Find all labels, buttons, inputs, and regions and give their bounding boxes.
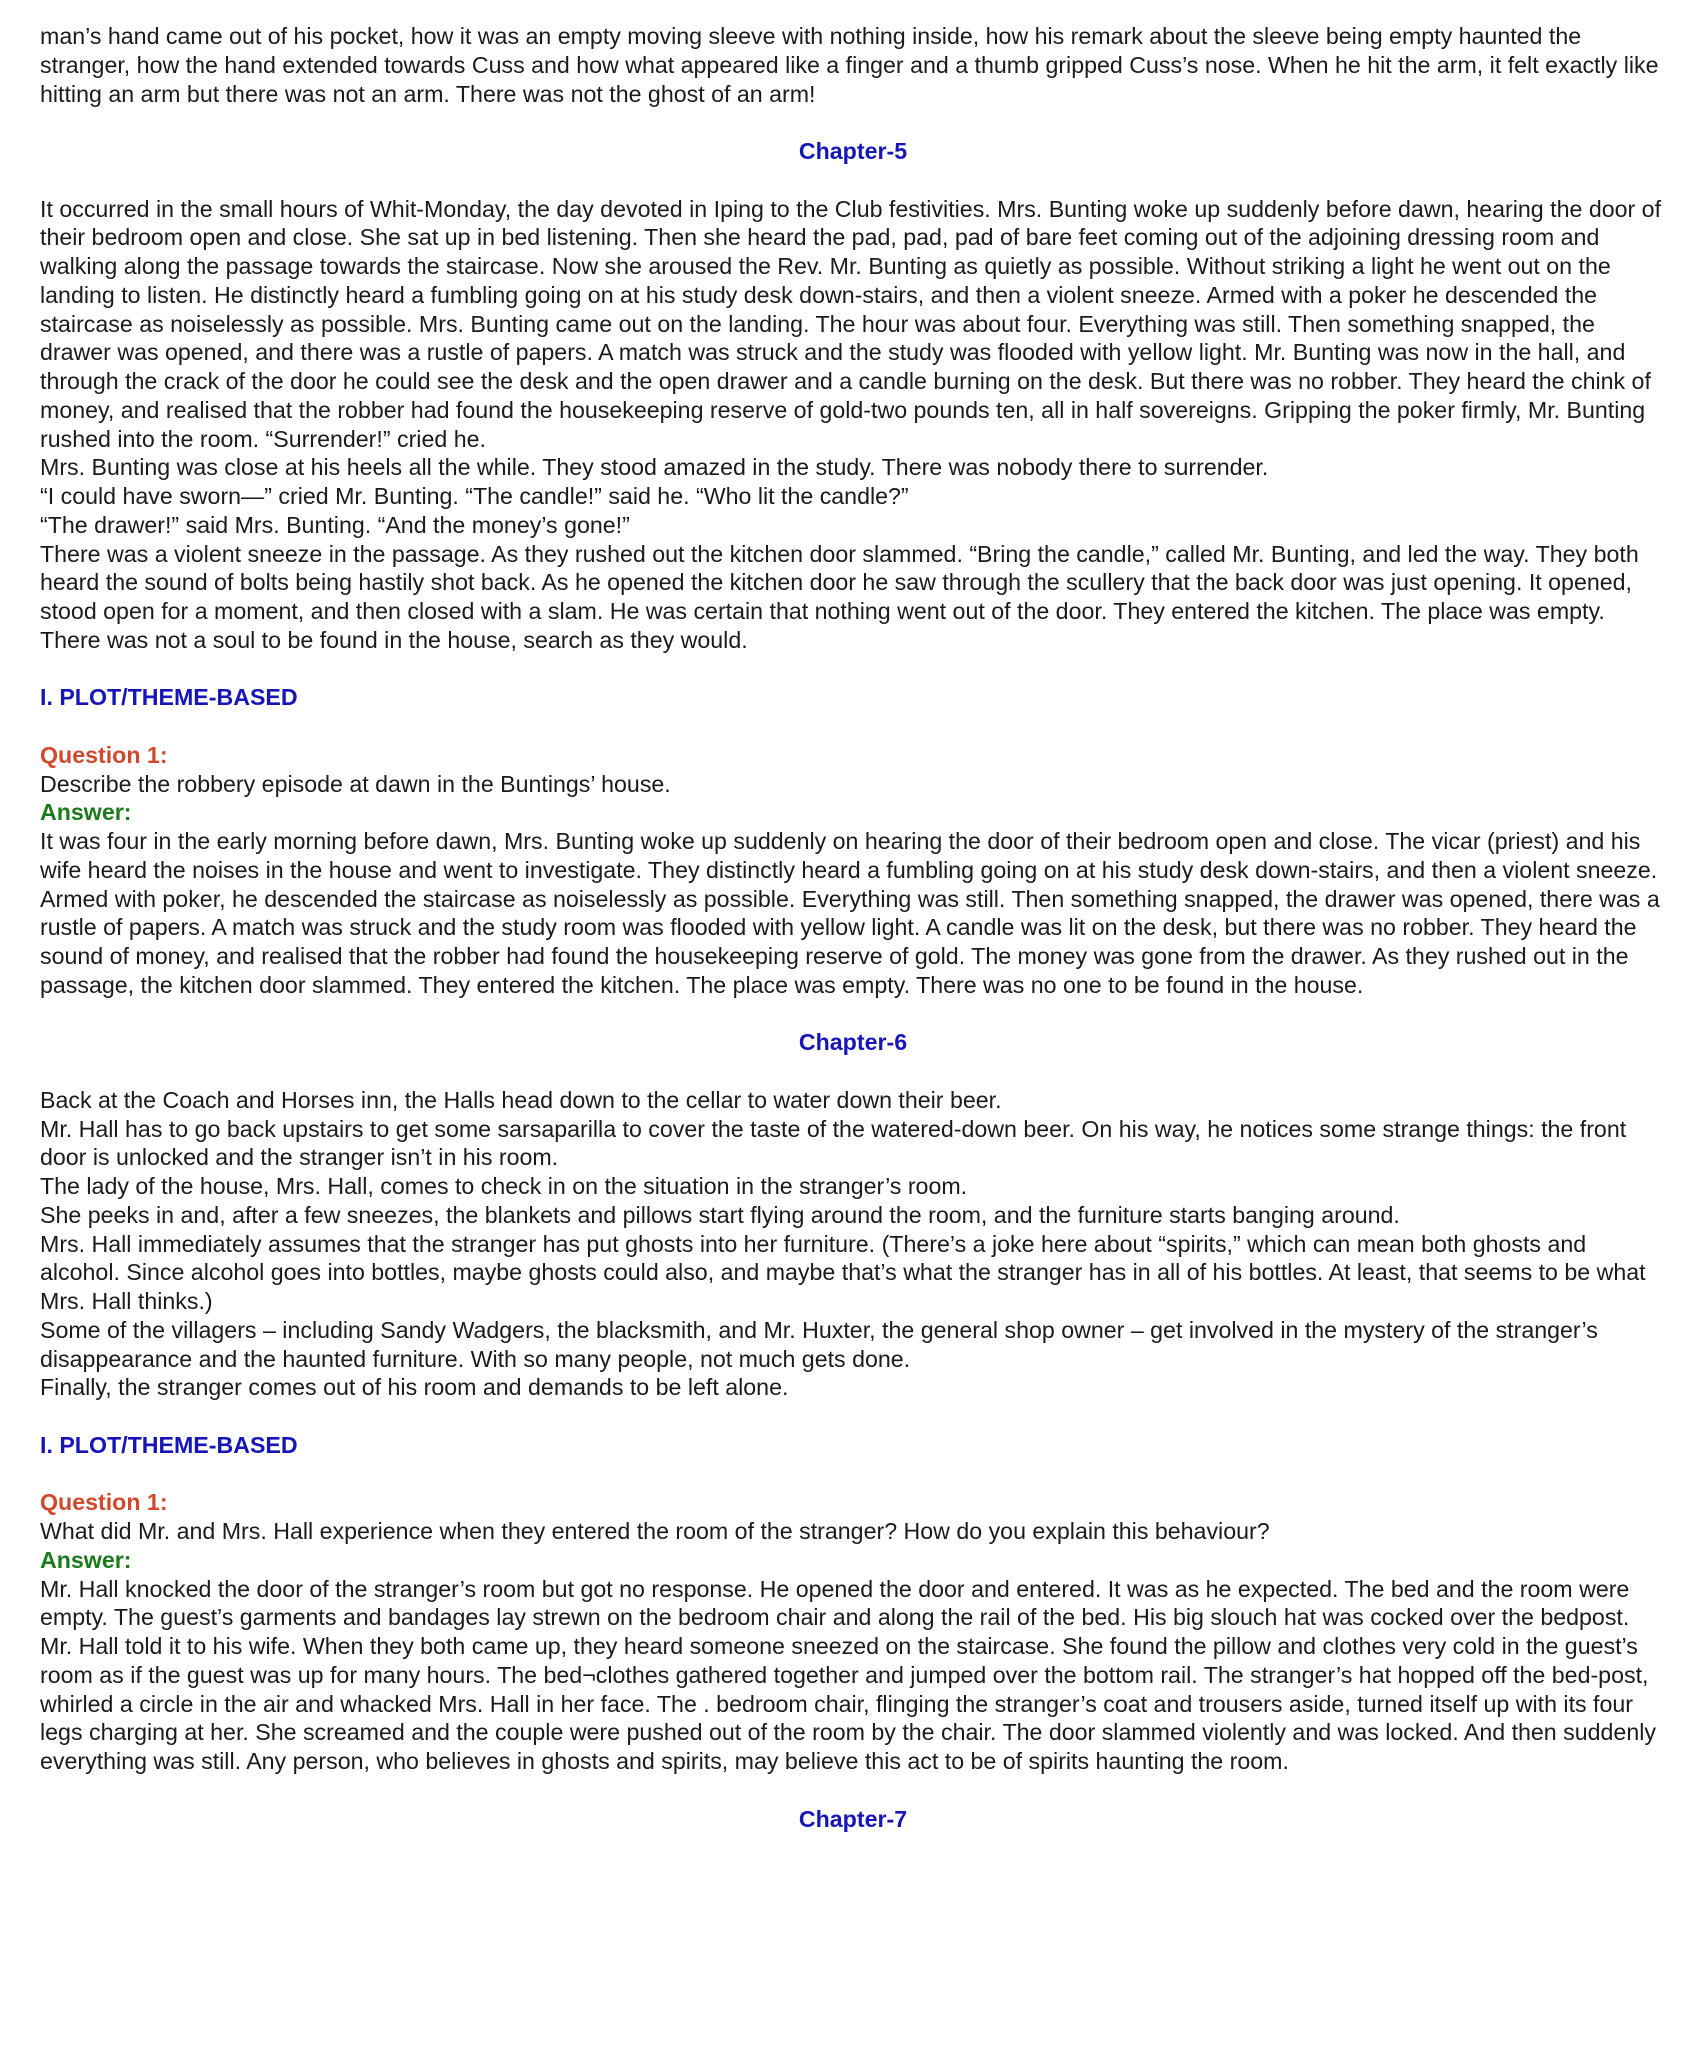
chapter-6-paragraph: Mr. Hall has to go back upstairs to get some sarsaparilla to cover the taste of the watered-down beer. On his way, he notices some strange things: the front door is unlocked and the stranger isn’t in his room.: [40, 1115, 1627, 1171]
chapter-6-answer-label: Answer:: [40, 1546, 132, 1573]
chapter-6-paragraph: Back at the Coach and Horses inn, the Halls head down to the cellar to water down their beer.: [40, 1086, 1002, 1113]
chapter-6-question-label: Question 1:: [40, 1489, 168, 1516]
spacer: [40, 1000, 1666, 1029]
chapter-5-question-text: Describe the robbery episode at dawn in the Buntings’ house.: [40, 770, 671, 797]
chapter-6-question-text: What did Mr. and Mrs. Hall experience when they entered the room of the stranger? How do you explain this behaviour?: [40, 1518, 1270, 1544]
chapter-5-answer-label: Answer:: [40, 799, 132, 826]
chapter-6-paragraph: She peeks in and, after a few sneezes, the blankets and pillows start flying around the room, and the furniture starts banging around.: [40, 1201, 1400, 1228]
intro-paragraph: man’s hand came out of his pocket, how it was an empty moving sleeve with nothing inside, how his remark about the sleeve being empty haunted the stranger, how the hand extended towards Cuss and how what appeared like a finger and a thumb gripped Cuss’s nose. When he hit the arm, it felt exactly like hitting an arm but there was not an arm. There was not the ghost of an arm!: [40, 23, 1659, 107]
chapter-6-paragraph: The lady of the house, Mrs. Hall, comes to check in on the situation in the stranger’s room.: [40, 1173, 968, 1199]
spacer: [40, 1402, 1666, 1431]
chapter-5-paragraph: There was a violent sneeze in the passage. As they rushed out the kitchen door slammed. “Bring the candle,” called Mr. Bunting, and led the way. They both heard the sound of bolts being hastily shot back. As he opened the kitchen door he saw through the scullery that the back door was just opening. It opened, stood open for a moment, and then closed with a slam. He was certain that nothing went out of the door. They entered the kitchen. The place was empty. There was not a soul to be found in the house, search as they would.: [40, 540, 1639, 653]
document-page: [40, 22, 1666, 1833]
chapter-5-paragraph: “The drawer!” said Mrs. Bunting. “And the money’s gone!”: [40, 511, 630, 538]
chapter-5-heading: Chapter-5: [798, 138, 908, 164]
chapter-6-paragraph: Mrs. Hall immediately assumes that the stranger has put ghosts into her furniture. (There’s a joke here about “spirits,” which can mean both ghosts and alcohol. Since alcohol goes into bottles, maybe ghosts could also, and maybe that’s what the stranger has in all of his bottles. At least, that seems to be what Mrs. Hall thinks.): [40, 1230, 1646, 1314]
spacer: [40, 1460, 1666, 1489]
spacer: [40, 1776, 1666, 1805]
chapter-6-paragraph: Some of the villagers – including Sandy Wadgers, the blacksmith, and Mr. Huxter, the general shop owner – get involved in the mystery of the stranger’s disappearance and the haunted furniture. With so many people, not much gets done.: [40, 1316, 1598, 1372]
spacer: [40, 655, 1666, 684]
chapter-5-answer-text: It was four in the early morning before dawn, Mrs. Bunting woke up suddenly on hearing the door of their bedroom open and close. The vicar (priest) and his wife heard the noises in the house and went to investigate. They distinctly heard a fumbling going on at his study desk down-stairs, and then a violent sneeze. Armed with poker, he descended the staircase as noiselessly as possible. Everything was still. Then something snapped, the drawer was opened, there was a rustle of papers. A match was struck and the study room was flooded with yellow light. A candle was lit on the desk, but there was no robber. They heard the sound of money, and realised that the robber had found the housekeeping reserve of gold. The money was gone from the drawer. As they rushed out in the passage, the kitchen door slammed. They entered the kitchen. The place was empty. There was no one to be found in the house.: [40, 828, 1660, 998]
chapter-5-section-heading: I. PLOT/THEME-BASED: [40, 684, 298, 711]
spacer: [40, 712, 1666, 741]
spacer: [40, 108, 1666, 137]
chapter-6-paragraph: Finally, the stranger comes out of his room and demands to be left alone.: [40, 1374, 789, 1401]
chapter-5-paragraph: Mrs. Bunting was close at his heels all the while. They stood amazed in the study. There was nobody there to surrender.: [40, 454, 1269, 481]
chapter-7-heading: Chapter-7: [798, 1805, 908, 1832]
spacer: [40, 1057, 1666, 1086]
chapter-6-section-heading: I. PLOT/THEME-BASED: [40, 1431, 298, 1458]
chapter-5-paragraph: “I could have sworn—” cried Mr. Bunting. “The candle!” said he. “Who lit the candle?”: [40, 483, 909, 509]
chapter-6-answer-text: Mr. Hall knocked the door of the stranger’s room but got no response. He opened the door and entered. It was as he expected. The bed and the room were empty. The guest’s garments and bandages lay strewn on the bedroom chair and along the rail of the bed. His big slouch hat was cocked over the bedpost. Mr. Hall told it to his wife. When they both came up, they heard someone sneezed on the staircase. She found the pillow and clothes very cold in the guest’s room as if the guest was up for many hours. The bed¬clothes gathered together and jumped over the bottom rail. The stranger’s hat hopped off the bed-post, whirled a circle in the air and whacked Mrs. Hall in her face. The . bedroom chair, flinging the stranger’s coat and trousers aside, turned itself up with its four legs charging at her. She screamed and the couple were pushed out of the room by the chair. The door slammed violently and was locked. And then suddenly everything was still. Any person, who believes in ghosts and spirits, may believe this act to be of spirits haunting the room.: [40, 1575, 1656, 1774]
spacer: [40, 166, 1666, 195]
chapter-5-paragraph: It occurred in the small hours of Whit-Monday, the day devoted in Iping to the Club festivities. Mrs. Bunting woke up suddenly before dawn, hearing the door of their bedroom open and close. She sat up in bed listening. Then she heard the pad, pad, pad of bare feet coming out of the adjoining dressing room and walking along the passage towards the staircase. Now she aroused the Rev. Mr. Bunting as quietly as possible. Without striking a light he went out on the landing to listen. He distinctly heard a fumbling going on at his study desk down-stairs, and then a violent sneeze. Armed with a poker he descended the staircase as noiselessly as possible. Mrs. Bunting came out on the landing. The hour was about four. Everything was still. Then something snapped, the drawer was opened, and there was a rustle of papers. A match was struck and the study was flooded with yellow light. Mr. Bunting was now in the hall, and through the crack of the door he could see the desk and the open drawer and a candle burning on the desk. But there was no robber. They heard the chink of money, and realised that the robber had found the housekeeping reserve of gold-two pounds ten, all in half sovereigns. Gripping the poker firmly, Mr. Bunting rushed into the room. “Surrender!” cried he.: [40, 195, 1662, 452]
chapter-6-heading: Chapter-6: [798, 1029, 908, 1056]
chapter-5-question-label: Question 1:: [40, 741, 168, 768]
